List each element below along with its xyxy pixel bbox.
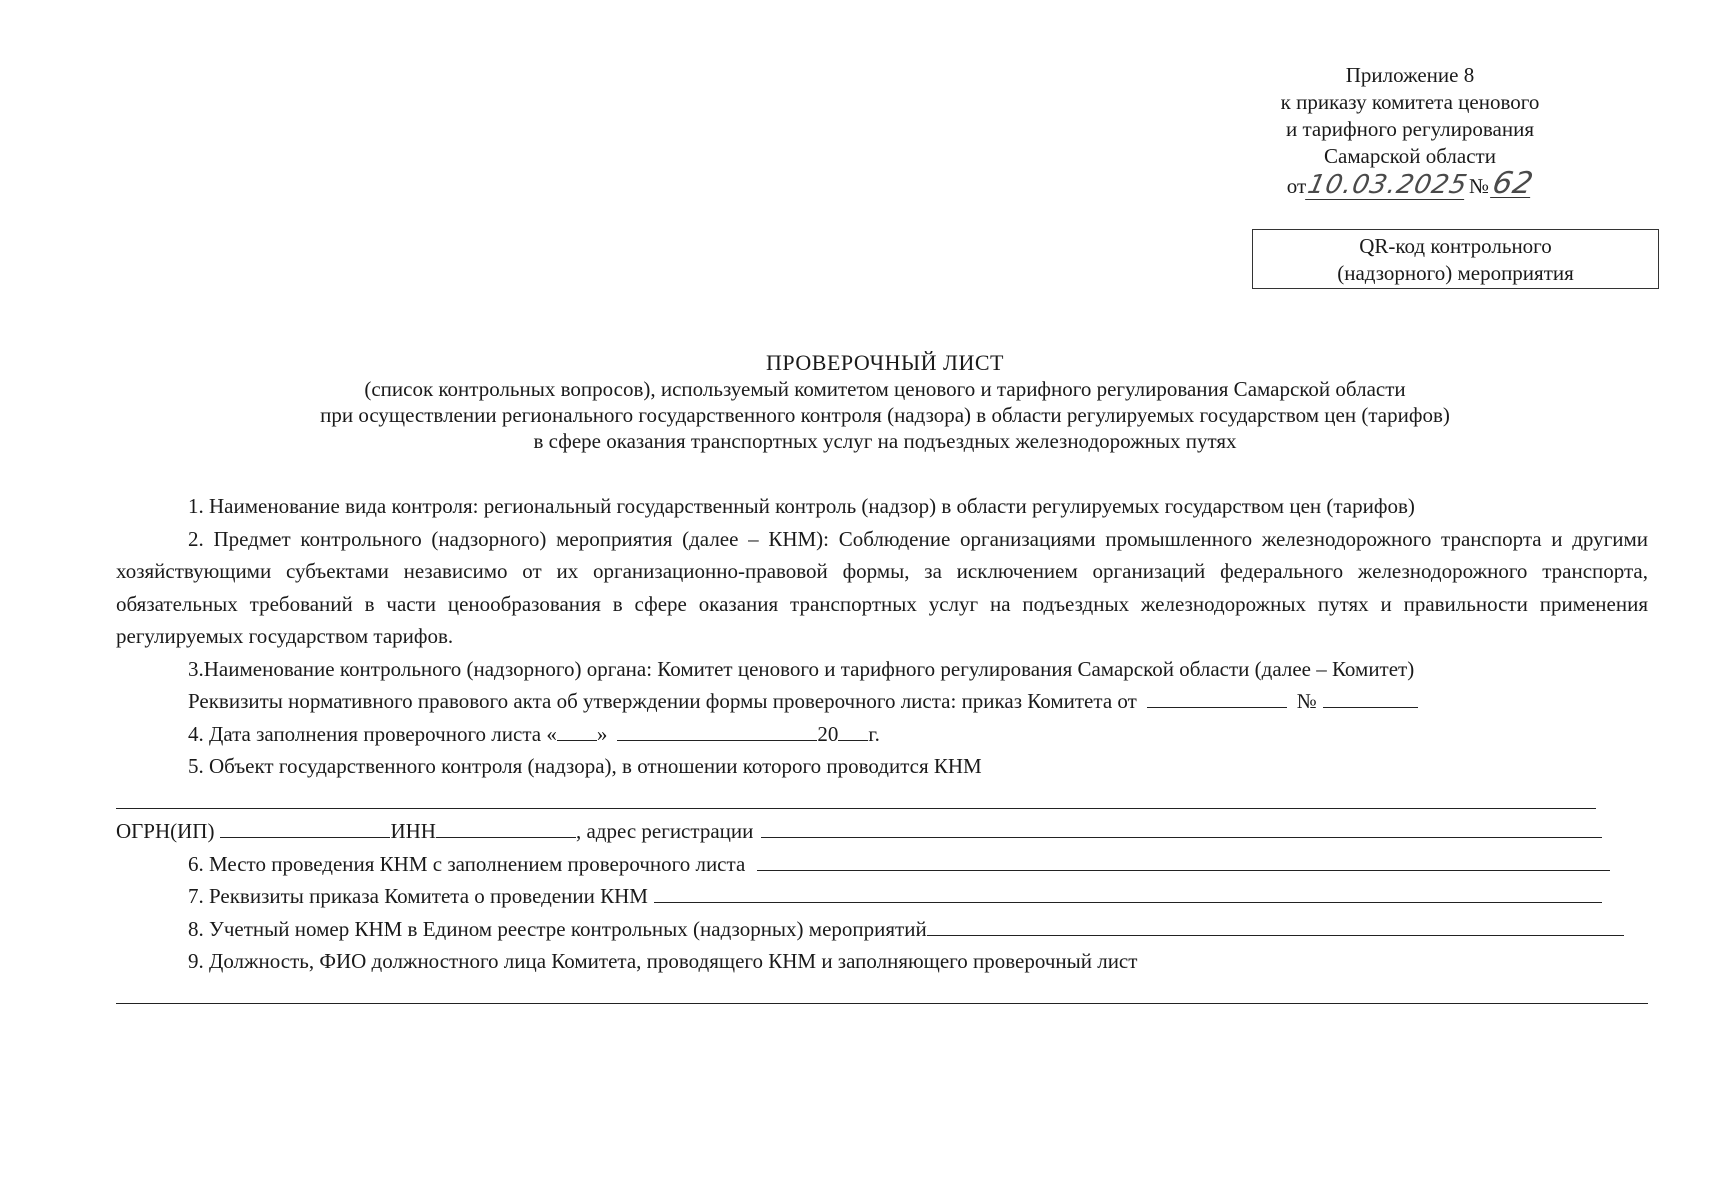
item-1 [116, 490, 1648, 523]
item-4-day-field[interactable] [557, 722, 597, 741]
item-8-text: 8. Учетный номер КНМ в Едином реестре контрольных (надзорных) мероприятий [188, 916, 927, 941]
item-6-field[interactable] [757, 852, 1610, 871]
item-7-text: 7. Реквизиты приказа Комитета о проведении КНМ [188, 884, 648, 908]
qr-code-box [1252, 229, 1659, 289]
item-9-text: 9. Должность, ФИО должностного лица Комитета, проводящего КНМ и заполняющего проверочный лист [188, 949, 1138, 973]
item-1-text: 1. Наименование вида контроля: региональный государственный контроль (надзор) в области регулируемых государством цен (тарифов) [188, 494, 1415, 518]
inn-label: ИНН [390, 819, 436, 843]
handwritten-date: 10.03.2025 [1305, 170, 1471, 200]
item-5 [116, 750, 1648, 783]
item-5-text: 5. Объект государственного контроля (надзора), в отношении которого проводится КНМ [188, 754, 982, 778]
requisites-number-sign: № [1296, 689, 1317, 713]
item-5-object-field[interactable] [116, 808, 1596, 809]
address-label: , адрес регистрации [575, 819, 754, 843]
item-7-field[interactable] [654, 884, 1602, 903]
item-9 [116, 945, 1648, 978]
ogrn-line [116, 815, 1648, 848]
document-subtitle-1: (список контрольных вопросов), используемый комитетом ценового и тарифного регулирования Самарской области [364, 377, 1406, 401]
item-5-object-line [116, 783, 1648, 816]
item-4-year-prefix: 20 [817, 721, 839, 746]
handwritten-number: 62 [1489, 166, 1538, 201]
item-8 [116, 913, 1648, 946]
appendix-committee: и тарифного регулирования [1286, 117, 1534, 141]
item-4-label: 4. Дата заполнения проверочного листа « [188, 721, 557, 746]
item-7 [116, 880, 1648, 913]
qr-box-line1: QR-код контрольного [1359, 234, 1552, 258]
requisites-line [116, 685, 1648, 718]
item-4-year-suffix: г. [868, 721, 880, 746]
item-4-quote-close: » [596, 721, 608, 746]
appendix-order-ref: к приказу комитета ценового [1280, 90, 1540, 114]
item-4 [116, 718, 1648, 751]
inn-field[interactable] [436, 819, 576, 838]
qr-box-line2: (надзорного) мероприятия [1337, 261, 1574, 285]
document-body [116, 490, 1648, 1010]
ogrn-label: ОГРН(ИП) [116, 819, 215, 843]
appendix-region: Самарской области [1324, 144, 1496, 168]
number-sign: № [1469, 174, 1490, 198]
document-title-block [116, 350, 1654, 454]
appendix-header [1240, 62, 1580, 200]
item-6-text: 6. Место проведения КНМ с заполнением проверочного листа [188, 851, 746, 876]
item-4-year-field[interactable] [838, 722, 868, 741]
requisites-date-field[interactable] [1147, 689, 1287, 708]
from-prefix: от [1286, 174, 1307, 198]
requisites-number-field[interactable] [1323, 689, 1418, 708]
item-9-official-line [116, 978, 1648, 1011]
item-2: 2. Предмет контрольного (надзорного) мероприятия (далее – КНМ): Соблюдение организациями промышленного железнодорожного транспорта и другими хозяйствующими субъектами независимо от их организационно-правовой формы, за исключением организаций федерального железнодорожного транспорта, обязательных требований в части ценообразования в сфере оказания транспортных услуг на подъездных железнодорожных путях и правильности применения регулируемых государством тарифов. [116, 526, 1648, 648]
document-subtitle-2: при осуществлении регионального государственного контроля (надзора) в области регулируемых государством цен (тарифов) [320, 403, 1450, 427]
appendix-date-line [1240, 166, 1580, 201]
item-4-month-field[interactable] [617, 722, 817, 741]
document-subtitle-3: в сфере оказания транспортных услуг на подъездных железнодорожных путях [533, 429, 1237, 453]
address-field[interactable] [761, 819, 1602, 838]
item-3: 3.Наименование контрольного (надзорного) органа: Комитет ценового и тарифного регулирования Самарской области (далее – Комитет) [188, 656, 1415, 681]
item-6 [116, 848, 1648, 881]
ogrn-field[interactable] [220, 819, 390, 838]
appendix-title: Приложение 8 [1345, 63, 1475, 87]
item-9-field[interactable] [116, 1003, 1648, 1004]
item-8-field[interactable] [927, 917, 1624, 936]
requisites-label: Реквизиты нормативного правового акта об утверждении формы проверочного листа: приказ Комитета от [188, 689, 1137, 713]
document-title: ПРОВЕРОЧНЫЙ ЛИСТ [766, 350, 1004, 375]
